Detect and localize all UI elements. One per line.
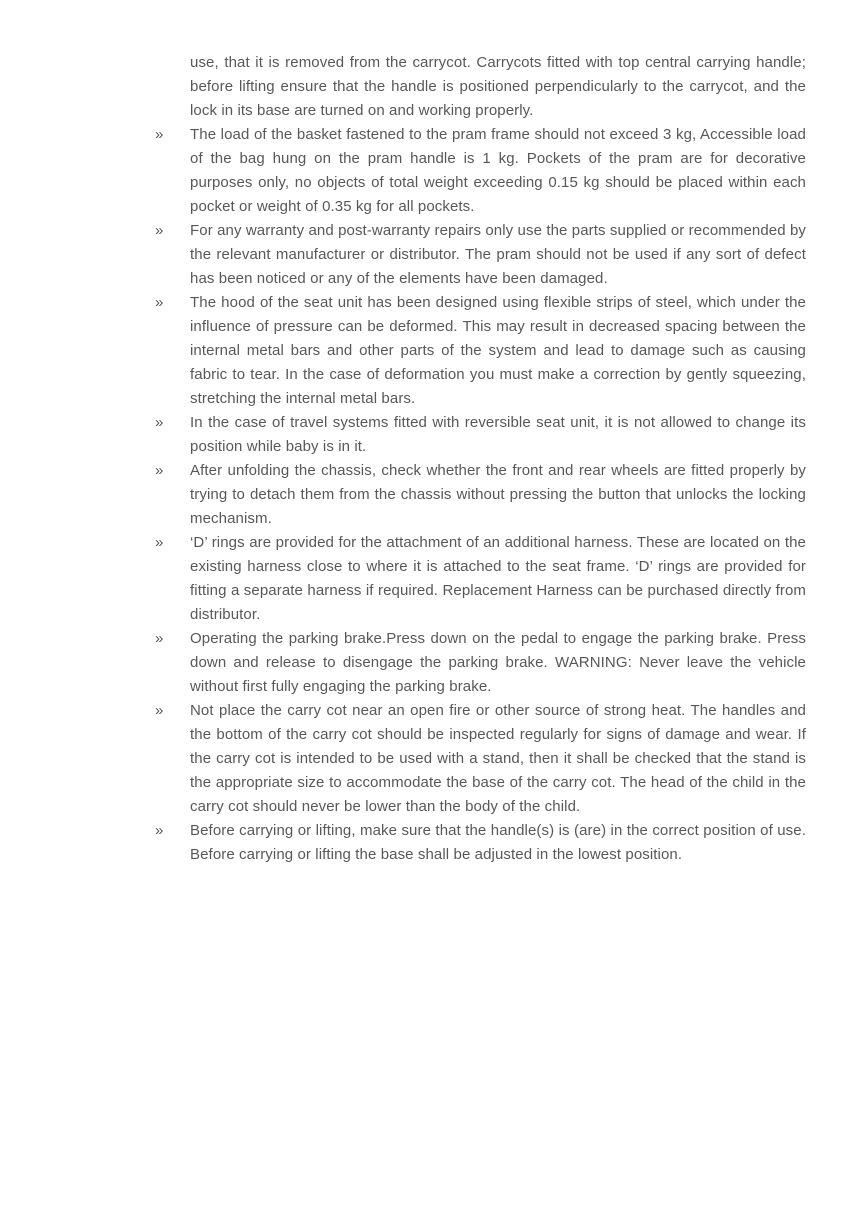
- paragraph-text: use, that it is removed from the carrycot. Carrycots fitted with top central carrying handle; before lifting ensure that the handle is positioned perpendicularly to the carrycot, and the lock in its base are turned on and working properly.: [190, 54, 806, 119]
- list-item-text: The hood of the seat unit has been designed using flexible strips of steel, which under the influence of pressure can be deformed. This may result in decreased spacing between the internal metal bars and other parts of the system and lead to damage such as causing fabric to tear. In the case of deformation you must make a correction by gently squeezing, stretching the internal metal bars.: [190, 294, 806, 407]
- list-item: [155, 699, 806, 819]
- bullet-marker: »: [155, 702, 164, 719]
- list-item-text: Before carrying or lifting, make sure that the handle(s) is (are) in the correct position of use. Before carrying or lifting the base shall be adjusted in the lowest position.: [190, 822, 806, 863]
- bullet-marker: »: [155, 294, 164, 311]
- content-block: [155, 51, 806, 867]
- bullet-marker: »: [155, 462, 164, 479]
- list-item-text: ‘D’ rings are provided for the attachment of an additional harness. These are located on the existing harness close to where it is attached to the seat frame. ‘D’ rings are provided for fitting a separate harness if required. Replacement Harness can be purchased directly from distributor.: [190, 534, 806, 623]
- list-item: [155, 219, 806, 291]
- bullet-marker: »: [155, 630, 164, 647]
- list-item-text: The load of the basket fastened to the pram frame should not exceed 3 kg, Accessible load of the bag hung on the pram handle is 1 kg. Pockets of the pram are for decorative purposes only, no objects of total weight exceeding 0.15 kg should be placed within each pocket or weight of 0.35 kg for all pockets.: [190, 126, 806, 215]
- list-item: [155, 411, 806, 459]
- bullet-marker: »: [155, 822, 164, 839]
- paragraph-continuation: [155, 51, 806, 123]
- list-item: [155, 459, 806, 531]
- list-item-text: After unfolding the chassis, check whether the front and rear wheels are fitted properly by trying to detach them from the chassis without pressing the button that unlocks the locking mechanism.: [190, 462, 806, 527]
- list-item-text: For any warranty and post-warranty repairs only use the parts supplied or recommended by the relevant manufacturer or distributor. The pram should not be used if any sort of defect has been noticed or any of the elements have been damaged.: [190, 222, 806, 287]
- bullet-marker-empty: [155, 51, 190, 123]
- bullet-marker: »: [155, 222, 164, 239]
- bullet-marker: »: [155, 126, 164, 143]
- list-item: [155, 291, 806, 411]
- bullet-marker: »: [155, 534, 164, 551]
- list-item-text: Not place the carry cot near an open fire or other source of strong heat. The handles and the bottom of the carry cot should be inspected regularly for signs of damage and wear. If the carry cot is intended to be used with a stand, then it shall be checked that the stand is the appropriate size to accommodate the base of the carry cot. The head of the child in the carry cot should never be lower than the body of the child.: [190, 702, 806, 815]
- bullet-marker: »: [155, 414, 164, 431]
- list-item: [155, 627, 806, 699]
- list-item: [155, 819, 806, 867]
- list-item: [155, 531, 806, 627]
- list-item-text: In the case of travel systems fitted with reversible seat unit, it is not allowed to change its position while baby is in it.: [190, 414, 806, 455]
- list-item-text: Operating the parking brake.Press down on the pedal to engage the parking brake. Press down and release to disengage the parking brake. WARNING: Never leave the vehicle without first fully engaging the parking brake.: [190, 630, 806, 695]
- list-item: [155, 123, 806, 219]
